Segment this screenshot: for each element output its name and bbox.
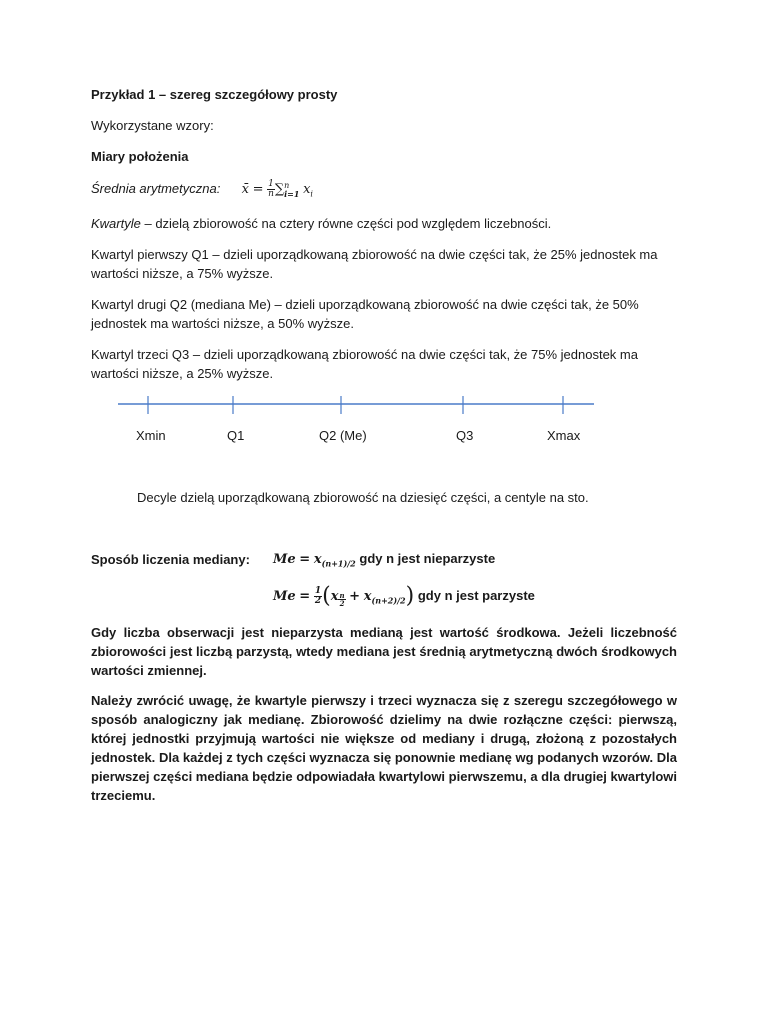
- open-paren: (: [322, 583, 331, 609]
- q3-paragraph: Kwartyl trzeci Q3 – dzieli uporządkowaną zbiorowość na dwie części tak, że 75% jednostek ma wartości niższe, a 25% wyższe.: [91, 347, 638, 381]
- even-frac-den: 2: [314, 596, 322, 607]
- even-eq: =: [299, 589, 311, 604]
- even-var2: x: [363, 589, 372, 604]
- sum-upper: n: [284, 180, 290, 190]
- even-var1: x: [330, 589, 339, 604]
- quartiles-definition: [91, 214, 677, 233]
- q2-paragraph: Kwartyl drugi Q2 (mediana Me) – dzieli uporządkowaną zbiorowość na dwie części tak, że 50% jednostek ma wartości niższe, a 50% wyższe.: [91, 297, 639, 331]
- mean-fraction: [267, 180, 275, 199]
- sigma-symbol: ∑: [274, 182, 285, 197]
- even-fraction: [314, 587, 322, 606]
- median-odd-formula: [273, 548, 693, 575]
- mean-formula-line: [91, 178, 677, 206]
- sum-limits: [284, 182, 299, 198]
- even-sub1-num: n: [339, 591, 345, 600]
- label-q3: Q3: [456, 428, 474, 443]
- median-method-label: Sposób liczenia mediany:: [91, 552, 250, 567]
- label-xmin: Xmin: [136, 428, 166, 443]
- label-q1: Q1: [227, 428, 245, 443]
- odd-var: x: [313, 552, 322, 567]
- close-paren: ): [405, 583, 415, 609]
- label-xmax: Xmax: [547, 428, 581, 443]
- mean-term: x: [303, 182, 311, 197]
- label-q2-me: Q2 (Me): [319, 428, 367, 443]
- mean-frac-num: 1: [268, 179, 274, 190]
- even-sub1-den: 2: [339, 599, 345, 608]
- quartile-number-line: [0, 390, 768, 420]
- sum-lower: i=1: [284, 188, 300, 199]
- quartiles-def-text: – dzielą zbiorowość na cztery równe części pod względem liczebności.: [140, 216, 552, 231]
- mean-term-sub: i: [310, 189, 313, 199]
- quartiles-method-paragraph: Należy zwrócić uwagę, że kwartyle pierwszy i trzeci wyznacza się z szeregu szczegółowego w sposób analogiczny jak medianę. Zbiorowość dzielimy na dwie rozłączne części: pierwszą, której jednostki przyjmują wartości nie większe od mediany i drugą, złożoną z pozostałych jednostek. Dla każdej z tych części wyznacza się ponownie medianę wg podanych wzorów. Dla pierwszej części mediana będzie odpowiadała kwartylowi pierwszemu, a dla drugiej kwartylowi trzeciemu.: [91, 693, 677, 803]
- even-sub2: (n+2)/2: [371, 595, 406, 606]
- q1-paragraph: Kwartyl pierwszy Q1 – dzieli uporządkowaną zbiorowość na dwie części tak, że 25% jednostek ma wartości niższe, a 75% wyższe.: [91, 247, 658, 281]
- quartiles-term: Kwartyle: [91, 216, 141, 231]
- formulas-used-label: Wykorzystane wzory:: [91, 118, 214, 133]
- deciles-text: Decyle dzielą uporządkowaną zbiorowość na dziesięć części, a centyle na sto.: [137, 490, 589, 505]
- mean-colon: :: [216, 181, 221, 196]
- mean-frac-den: n: [268, 189, 274, 200]
- document-title: Przykład 1 – szereg szczegółowy prosty: [91, 87, 338, 102]
- even-condition: gdy n jest parzyste: [417, 588, 535, 603]
- measures-heading: Miary położenia: [91, 149, 189, 164]
- odd-lhs: Me: [273, 552, 296, 567]
- mean-symbol: x̄: [241, 182, 249, 197]
- even-plus: +: [349, 589, 361, 604]
- even-frac-num: 1: [314, 586, 322, 597]
- mean-equals: =: [252, 182, 264, 197]
- even-lhs: Me: [273, 589, 296, 604]
- odd-even-paragraph: Gdy liczba obserwacji jest nieparzysta medianą jest wartość środkowa. Jeżeli liczebność zbiorowości jest liczbą parzystą, wtedy mediana jest średnią arytmetyczną dwóch środkowych wartości zmiennej.: [91, 625, 677, 678]
- even-sub1-fraction: [338, 592, 345, 607]
- odd-condition: gdy n jest nieparzyste: [359, 551, 496, 566]
- median-even-formula: [273, 582, 693, 615]
- odd-sub: (n+1)/2: [321, 558, 356, 569]
- odd-eq: =: [299, 552, 311, 567]
- mean-label: Średnia arytmetyczna: [91, 181, 217, 196]
